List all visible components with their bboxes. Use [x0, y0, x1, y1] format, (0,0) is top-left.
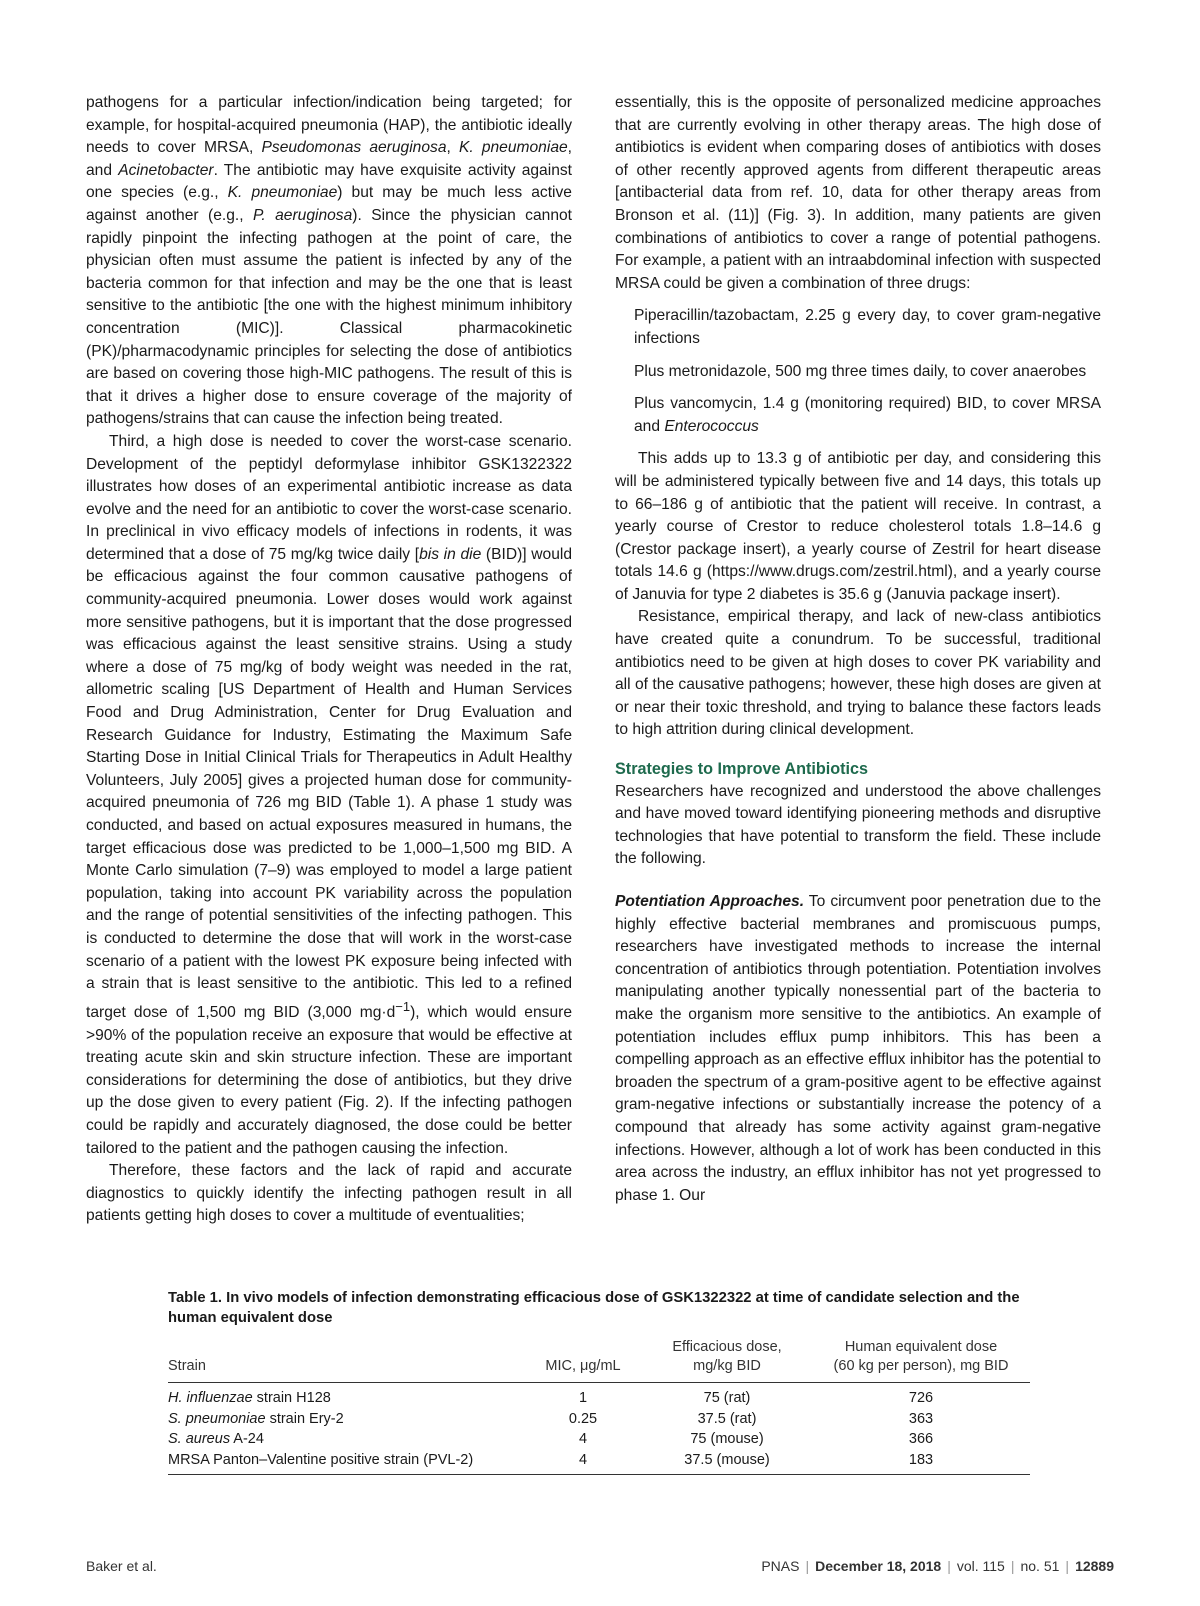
paragraph	[615, 891, 1101, 1207]
issue-date: December 18, 2018	[815, 1558, 942, 1574]
species-name: Pseudomonas aeruginosa	[261, 139, 447, 157]
species-name: K. pneumoniae	[458, 139, 568, 157]
left-column	[86, 92, 572, 1228]
list-item: Piperacillin/tazobactam, 2.25 g every day, to cover gram-negative infections	[634, 307, 1101, 347]
text: Third, a high dose is needed to cover the worst-case scenario. Development of the peptidyl deformylase inhibitor GSK1322322 illustrates how doses of an experimental antibiotic increase as data evolve and the need for an antibiotic to cover the worst-case scenario. In preclinical in vivo efficacy models of infections in rodents, it was determined that a dose of 75 mg/kg twice daily [	[86, 432, 572, 563]
paragraph	[86, 431, 572, 1160]
superscript: −1	[395, 998, 411, 1014]
text: strain Ery-2	[265, 1410, 344, 1427]
paragraph: essentially, this is the opposite of personalized medicine approaches that are currently evolving in other therapy areas. The high dose of antibiotics is evident when comparing doses of antibiotics with doses of other recently approved agents from different therapeutic areas [antibacterial data from ref. 10, data for other therapy areas from Bronson et al. (11)] (Fig. 3). In addition, many patients are given combinations of antibiotics to cover a range of potential pathogens. For example, a patient with an intraabdominal infection with suspected MRSA could be given a combination of three drugs:	[615, 94, 1101, 292]
section-heading: Strategies to Improve Antibiotics	[615, 760, 869, 779]
header-line: Efficacious dose,	[672, 1339, 782, 1355]
species-name: S. pneumoniae	[168, 1410, 266, 1427]
text: Plus vancomycin, 1.4 g (monitoring required) BID, to cover MRSA and	[634, 395, 1101, 435]
separator: |	[1065, 1558, 1070, 1574]
text: ,	[446, 139, 459, 157]
separator: |	[947, 1558, 951, 1574]
volume: vol. 115	[956, 1558, 1005, 1574]
paragraph: Therefore, these factors and the lack of rapid and accurate diagnostics to quickly identify the infecting pathogen result in all patients getting high doses to cover a multitude of eventualities;	[86, 1162, 572, 1225]
paragraph: Resistance, empirical therapy, and lack of new-class antibiotics have created quite a conundrum. To be successful, traditional antibiotics need to be given at high doses to cover PK variability and all of the causative pathogens; however, these high doses are given at or near their toxic threshold, and trying to balance these factors leads to high attrition during clinical development.	[615, 608, 1101, 739]
text: MRSA Panton–Valentine positive strain (PVL-2)	[168, 1451, 474, 1468]
data-table	[168, 1334, 1030, 1475]
text: strain H128	[252, 1390, 331, 1406]
header-line: Human equivalent dose	[844, 1339, 998, 1355]
list-item: Plus metronidazole, 500 mg three times daily, to cover anaerobes	[634, 362, 1087, 380]
species-name: Enterococcus	[664, 417, 759, 435]
text: (BID)] would be efficacious against the four common causative pathogens of community-acquired pneumonia. Lower doses would work against more sensitive pathogens, but it is important that the dose progressed was efficacious against the least sensitive strains. Using a study where a dose of 75 mg/kg of body weight was needed in the rat, allometric scaling [US Department of Health and Human Services Food and Drug Administration, Center for Drug Evaluation and Research Guidance for Industry, Estimating the Maximum Safe Starting Dose in Initial Clinical Trials for Therapeutics in Adult Healthy Volunteers, July 2005] gives a projected human dose for community-acquired pneumonia of 726 mg BID (Table 1). A phase 1 study was conducted, and based on actual exposures measured in humans, the target efficacious dose was predicted to be 1,000–1,500 mg BID. A Monte Carlo simulation (7–9) was employed to model a large patient population, taking into account PK variability across the population and the range of potential sensitivities of the infecting pathogen. This is conducted to determine the dose that will work in the worst-case scenario of a patient with the lowest PK exposure being infected with a strain that is least sensitive to the antibiotic. This led to a refined target dose of 1,500 mg BID (3,000 mg·d	[86, 545, 573, 1021]
paragraph	[86, 92, 572, 431]
species-name: K. pneumoniae	[227, 184, 338, 202]
separator: |	[1010, 1558, 1015, 1574]
header-efficacious-dose	[642, 1334, 812, 1383]
cell-human-dose: 366	[908, 1431, 934, 1448]
text: pathogens for a particular infection/indication being targeted; for example, for hospital-acquired pneumonia (HAP), the antibiotic ideally needs to cover MRSA,	[86, 94, 572, 157]
cell-dose: 75 (rat)	[703, 1390, 751, 1406]
cell-strain	[168, 1450, 524, 1475]
latin-term: bis in die	[419, 545, 482, 563]
species-name: S. aureus	[168, 1431, 231, 1448]
list-item	[634, 393, 1101, 438]
subsection-heading: Potentiation Approaches.	[615, 893, 805, 910]
text: To circumvent poor penetration due to the highly effective bacterial membranes and promiscuous pumps, researchers have investigated methods to increase the internal concentration of antibiotics through potentiation. Potentiation involves manipulating another typically nonessential part of the bacteria to make the organism more sensitive to the antibiotics. An example of potentiation includes efflux pump inhibitors. This has been a compelling approach as an effective efflux inhibitor has the potential to broaden the spectrum of a gram-positive agent to be effective against gram-negative infections or substantially increase the potency of a compound that already has some activity against gram-negative infections. However, although a lot of work has been conducted in this area across the industry, an efflux inhibitor has not yet progressed to phase 1. Our	[615, 893, 1101, 1204]
text: ), which would ensure >90% of the population receive an exposure that would be effective at treating acute skin and skin structure infection. These are important considerations for determining the dose of antibiotics, but they drive up the dose given to every patient (Fig. 2). If the infecting pathogen could be rapidly and accurately diagnosed, the dose could be better tailored to the patient and the pathogen causing the infection.	[86, 1003, 572, 1157]
issue-number: no. 51	[1020, 1558, 1060, 1574]
text: A-24	[230, 1431, 264, 1448]
table-1	[168, 1288, 1030, 1475]
footer-citation	[761, 1558, 1114, 1574]
table-header-row	[168, 1334, 1030, 1383]
species-name: Acinetobacter	[118, 161, 214, 179]
cell-mic: 4	[578, 1431, 588, 1448]
cell-dose: 75 (mouse)	[690, 1431, 764, 1448]
footer-authors: Baker et al.	[86, 1558, 157, 1574]
cell-strain	[168, 1383, 524, 1409]
separator: |	[805, 1558, 810, 1574]
page-number: 12889	[1075, 1558, 1114, 1574]
text: ). Since the physician cannot rapidly pinpoint the infecting pathogen at the point of care, the physician often must assume the patient is infected by any of the bacteria common for that infection and may be the one that is least sensitive to the antibiotic [the one with the highest minimum inhibitory concentration (MIC)]. Classical pharmacokinetic (PK)/pharmacodynamic principles for selecting the dose of antibiotics are based on covering those high-MIC pathogens. The result of this is that it drives a higher dose to ensure coverage of the majority of pathogens/strains that can cause the infection being treated.	[86, 206, 572, 428]
table-row	[168, 1383, 1030, 1409]
header-mic: MIC, μg/mL	[545, 1358, 621, 1374]
cell-mic: 4	[578, 1451, 588, 1468]
journal-name: PNAS	[761, 1558, 800, 1574]
cell-human-dose: 183	[908, 1451, 934, 1468]
table-caption: Table 1. In vivo models of infection demonstrating efficacious dose of GSK1322322 at time of candidate selection and the human equivalent dose	[168, 1290, 1020, 1326]
cell-dose: 37.5 (rat)	[697, 1410, 757, 1427]
cell-strain	[168, 1429, 524, 1450]
header-human-dose	[812, 1334, 1030, 1383]
text: ) but may be much less active against another (e.g.,	[86, 184, 572, 224]
header-line: (60 kg per person), mg BID	[833, 1358, 1009, 1374]
species-name: P. aeruginosa	[252, 206, 353, 224]
cell-mic: 1	[578, 1390, 588, 1406]
cell-strain	[168, 1409, 524, 1430]
table-row	[168, 1429, 1030, 1450]
header-strain: Strain	[168, 1358, 206, 1374]
cell-human-dose: 363	[908, 1410, 934, 1427]
text: , and	[86, 139, 573, 179]
table-row	[168, 1450, 1030, 1475]
header-line: mg/kg BID	[693, 1358, 761, 1374]
paragraph: Researchers have recognized and understood the above challenges and have moved toward identifying pioneering methods and disruptive technologies that have potential to transform the field. These include the following.	[615, 782, 1101, 868]
text: . The antibiotic may have exquisite activity against one species (e.g.,	[86, 161, 572, 202]
right-column	[615, 92, 1101, 1207]
cell-human-dose: 726	[908, 1390, 934, 1406]
paragraph: This adds up to 13.3 g of antibiotic per day, and considering this will be administered typically between five and 14 days, this totals up to 66–186 g of antibiotic that the patient will receive. In contrast, a yearly course of Crestor to reduce cholesterol totals 1.8–14.6 g (Crestor package insert), a yearly course of Zestril for heart disease totals 14.6 g (https://www.drugs.com/zestril.html), and a yearly course of Januvia for type 2 diabetes is 35.6 g (Januvia package insert).	[615, 450, 1101, 603]
table-row	[168, 1409, 1030, 1430]
cell-mic: 0.25	[568, 1410, 598, 1427]
species-name: H. influenzae	[168, 1390, 253, 1406]
cell-dose: 37.5 (mouse)	[684, 1451, 770, 1468]
